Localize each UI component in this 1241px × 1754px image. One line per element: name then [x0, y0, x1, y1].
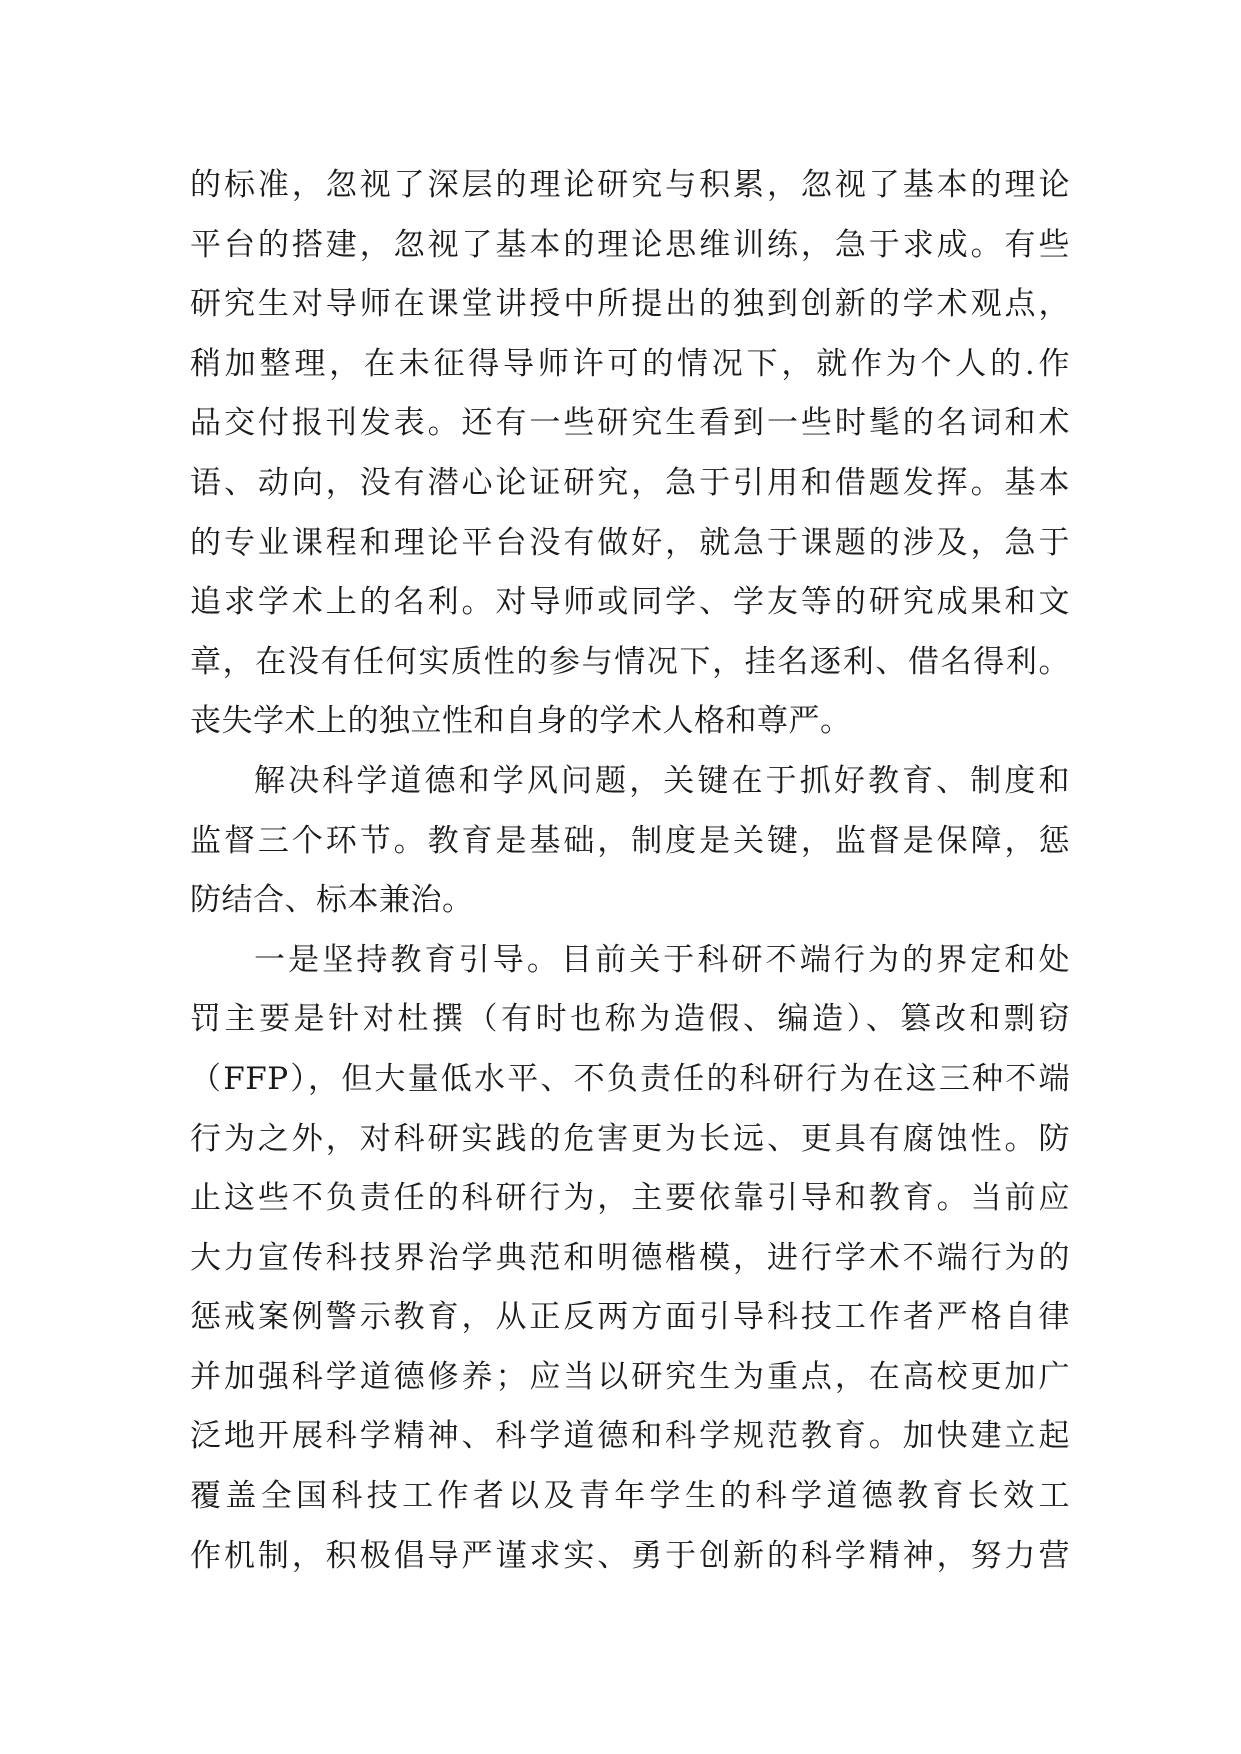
- text-line: 丧失学术上的独立性和自身的学术人格和尊严。: [190, 703, 852, 740]
- text-line: 一是坚持教育引导。目前关于科研不端行为的界定和处: [254, 941, 1070, 978]
- text-line: 章，在没有任何实质性的参与情况下，挂名逐利、借名得利。: [190, 643, 1070, 680]
- text-line: 追求学术上的名利。对导师或同学、学友等的研究成果和文: [190, 584, 1070, 621]
- text-line: 防结合、标本兼治。: [190, 882, 474, 919]
- text-line: （FFP），但大量低水平、不负责任的科研行为在这三种不端: [190, 1060, 1070, 1097]
- text-line: 研究生对导师在课堂讲授中所提出的独到创新的学术观点，: [190, 286, 1070, 323]
- text-line: 监督三个环节。教育是基础，制度是关键，监督是保障，惩: [190, 822, 1070, 859]
- text-line: 并加强科学道德修养；应当以研究生为重点，在高校更加广: [190, 1358, 1070, 1395]
- text-line: 稍加整理，在未征得导师许可的情况下，就作为个人的.作: [190, 345, 1070, 382]
- text-line: 止这些不负责任的科研行为，主要依靠引导和教育。当前应: [190, 1180, 1070, 1217]
- text-line: 罚主要是针对杜撰（有时也称为造假、编造）、篡改和剽窃: [190, 1001, 1070, 1038]
- text-line: 语、动向，没有潜心论证研究，急于引用和借题发挥。基本: [190, 464, 1070, 501]
- text-line: 平台的搭建，忽视了基本的理论思维训练，急于求成。有些: [190, 226, 1070, 263]
- text-line: 行为之外，对科研实践的危害更为长远、更具有腐蚀性。防: [190, 1120, 1070, 1157]
- text-line: 作机制，积极倡导严谨求实、勇于创新的科学精神，努力营: [190, 1537, 1070, 1574]
- text-line: 大力宣传科技界治学典范和明德楷模，进行学术不端行为的: [190, 1239, 1070, 1276]
- text-line: 惩戒案例警示教育，从正反两方面引导科技工作者严格自律: [190, 1299, 1070, 1336]
- text-line: 的标准，忽视了深层的理论研究与积累，忽视了基本的理论: [190, 167, 1070, 203]
- text-line: 品交付报刊发表。还有一些研究生看到一些时髦的名词和术: [190, 405, 1070, 442]
- text-line: 的专业课程和理论平台没有做好，就急于课题的涉及，急于: [190, 524, 1070, 561]
- text-line: 解决科学道德和学风问题，关键在于抓好教育、制度和: [254, 762, 1070, 799]
- body-text: [190, 156, 1070, 1586]
- text-line: 泛地开展科学精神、科学道德和科学规范教育。加快建立起: [190, 1418, 1070, 1455]
- text-line: 覆盖全国科技工作者以及青年学生的科学道德教育长效工: [190, 1478, 1070, 1515]
